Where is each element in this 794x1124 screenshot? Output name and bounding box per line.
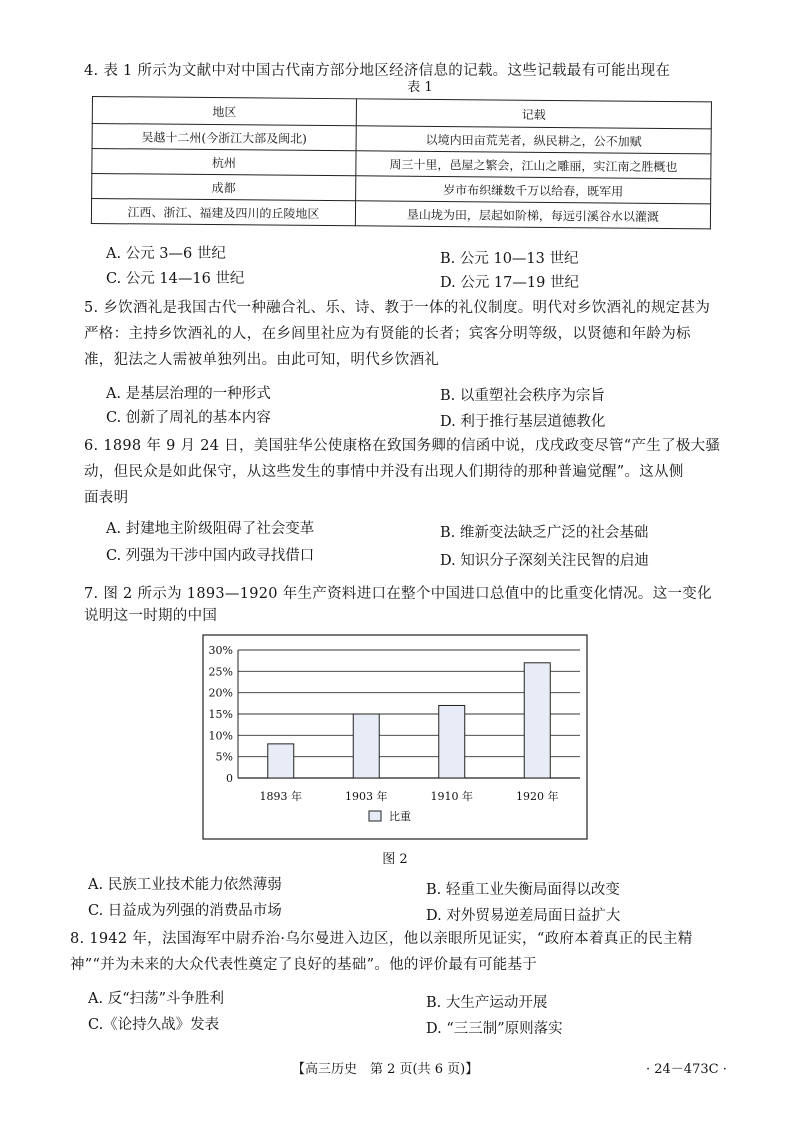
legend-swatch bbox=[369, 811, 381, 821]
table-row bbox=[91, 199, 710, 229]
q6-line-2: 动，但民众是如此保守，从这些发生的事情中并没有出现人们期待的那种普遍觉醒”。这从侧 bbox=[84, 464, 684, 480]
x-tick-label: 1903 年 bbox=[345, 790, 388, 803]
y-tick-label: 15% bbox=[208, 708, 233, 721]
table-header-region: 地区 bbox=[92, 97, 356, 126]
q8-line-1: 8. 1942 年，法国海军中尉乔治·乌尔曼进入边区，他以亲眼所见证实，“政府本着真正的民主精 bbox=[70, 931, 693, 947]
y-tick-label: 0 bbox=[226, 772, 233, 785]
q5-option-b: B. 以重塑社会秩序为宗旨 bbox=[440, 388, 605, 404]
table-header-record: 记载 bbox=[356, 99, 711, 129]
bar bbox=[439, 705, 465, 778]
bar bbox=[353, 714, 379, 778]
q6-option-d: D. 知识分子深刻关注民智的启迪 bbox=[440, 553, 649, 569]
table-cell: 垦山垅为田，层起如阶梯，每远引溪谷水以灌溉 bbox=[355, 201, 710, 229]
q8-option-b: B. 大生产运动开展 bbox=[426, 995, 548, 1011]
q5-option-c: C. 创新了周礼的基本内容 bbox=[106, 410, 271, 426]
table-caption: 表 1 bbox=[407, 80, 433, 95]
q7-line-2: 说明这一时期的中国 bbox=[84, 608, 218, 624]
table-cell: 吴越十二州(今浙江大部及闽北) bbox=[92, 124, 356, 151]
q4-option-d: D. 公元 17—19 世纪 bbox=[440, 275, 579, 291]
y-tick-label: 10% bbox=[208, 729, 233, 743]
q7-option-c: C. 日益成为列强的消费品市场 bbox=[88, 903, 282, 919]
q5-line-1: 5. 乡饮酒礼是我国古代一种融合礼、乐、诗、教于一体的礼仪制度。明代对乡饮酒礼的规定甚为 bbox=[84, 300, 711, 316]
q4-option-a: A. 公元 3—6 世纪 bbox=[106, 246, 226, 262]
bar bbox=[524, 663, 550, 778]
figure-caption: 图 2 bbox=[382, 852, 408, 867]
q8-option-c: C.《论持久战》发表 bbox=[88, 1017, 220, 1033]
bar bbox=[268, 744, 294, 778]
q5-line-2: 严格：主持乡饮酒礼的人，在乡闾里社应为有贤能的长者；宾客分明等级，以贤德和年龄为标 bbox=[84, 326, 691, 342]
exam-code: · 24－473C · bbox=[646, 1062, 727, 1077]
table-1 bbox=[91, 96, 712, 229]
table-cell: 杭州 bbox=[92, 149, 356, 176]
q7-option-d: D. 对外贸易逆差局面日益扩大 bbox=[426, 908, 621, 924]
table-cell: 周三十里，邑屋之繁会，江山之雕丽，实江南之胜概也 bbox=[356, 151, 711, 179]
x-tick-label: 1910 年 bbox=[430, 790, 473, 803]
q7-line-1: 7. 图 2 所示为 1893—1920 年生产资料进口在整个中国进口总值中的比重变化情况。这一变化 bbox=[84, 586, 712, 602]
q4-option-c: C. 公元 14—16 世纪 bbox=[106, 271, 245, 287]
table-cell: 岁市布织缣数千万以给春，既军用 bbox=[356, 176, 711, 204]
x-tick-label: 1920 年 bbox=[516, 790, 559, 803]
legend-label: 比重 bbox=[389, 810, 411, 823]
y-tick-label: 5% bbox=[215, 750, 233, 764]
y-tick-label: 30% bbox=[208, 644, 233, 657]
q5-option-a: A. 是基层治理的一种形式 bbox=[106, 386, 271, 402]
table-cell: 江西、浙江、福建及四川的丘陵地区 bbox=[91, 199, 355, 226]
y-tick-label: 25% bbox=[208, 665, 233, 679]
y-tick-label: 20% bbox=[208, 686, 233, 700]
table-cell: 成都 bbox=[92, 174, 356, 201]
q5-option-d: D. 利于推行基层道德教化 bbox=[440, 414, 606, 430]
q4-option-b: B. 公元 10—13 世纪 bbox=[440, 251, 579, 267]
q8-option-d: D. “三三制”原则落实 bbox=[426, 1021, 563, 1037]
q6-line-1: 6. 1898 年 9 月 24 日，美国驻华公使康格在致国务卿的信函中说，戊戌政变尽管“产生了极大骚 bbox=[84, 438, 721, 454]
q6-option-b: B. 维新变法缺乏广泛的社会基础 bbox=[440, 525, 649, 541]
page-footer: 【高三历史 第 2 页(共 6 页)】 bbox=[292, 1062, 479, 1077]
q7-option-b: B. 轻重工业失衡局面得以改变 bbox=[426, 882, 620, 898]
q6-option-c: C. 列强为干涉中国内政寻找借口 bbox=[106, 548, 315, 564]
q8-option-a: A. 反“扫荡”斗争胜利 bbox=[88, 991, 225, 1007]
q6-option-a: A. 封建地主阶级阻碍了社会变革 bbox=[106, 521, 315, 537]
q7-option-a: A. 民族工业技术能力依然薄弱 bbox=[88, 877, 282, 893]
table-cell: 以境内田亩荒芜者，纵民耕之，公不加赋 bbox=[356, 126, 711, 154]
x-tick-label: 1893 年 bbox=[259, 790, 302, 803]
q5-line-3: 准，犯法之人需被单独列出。由此可知，明代乡饮酒礼 bbox=[84, 352, 440, 368]
q4-stem: 4. 表 1 所示为文献中对中国古代南方部分地区经济信息的记载。这些记载最有可能出现在 bbox=[84, 63, 671, 79]
q8-line-2: 神”“并为未来的大众代表性奠定了良好的基础”。他的评价最有可能基于 bbox=[70, 957, 538, 973]
q6-line-3: 面表明 bbox=[84, 490, 129, 506]
figure-2-bar-chart bbox=[202, 634, 588, 840]
